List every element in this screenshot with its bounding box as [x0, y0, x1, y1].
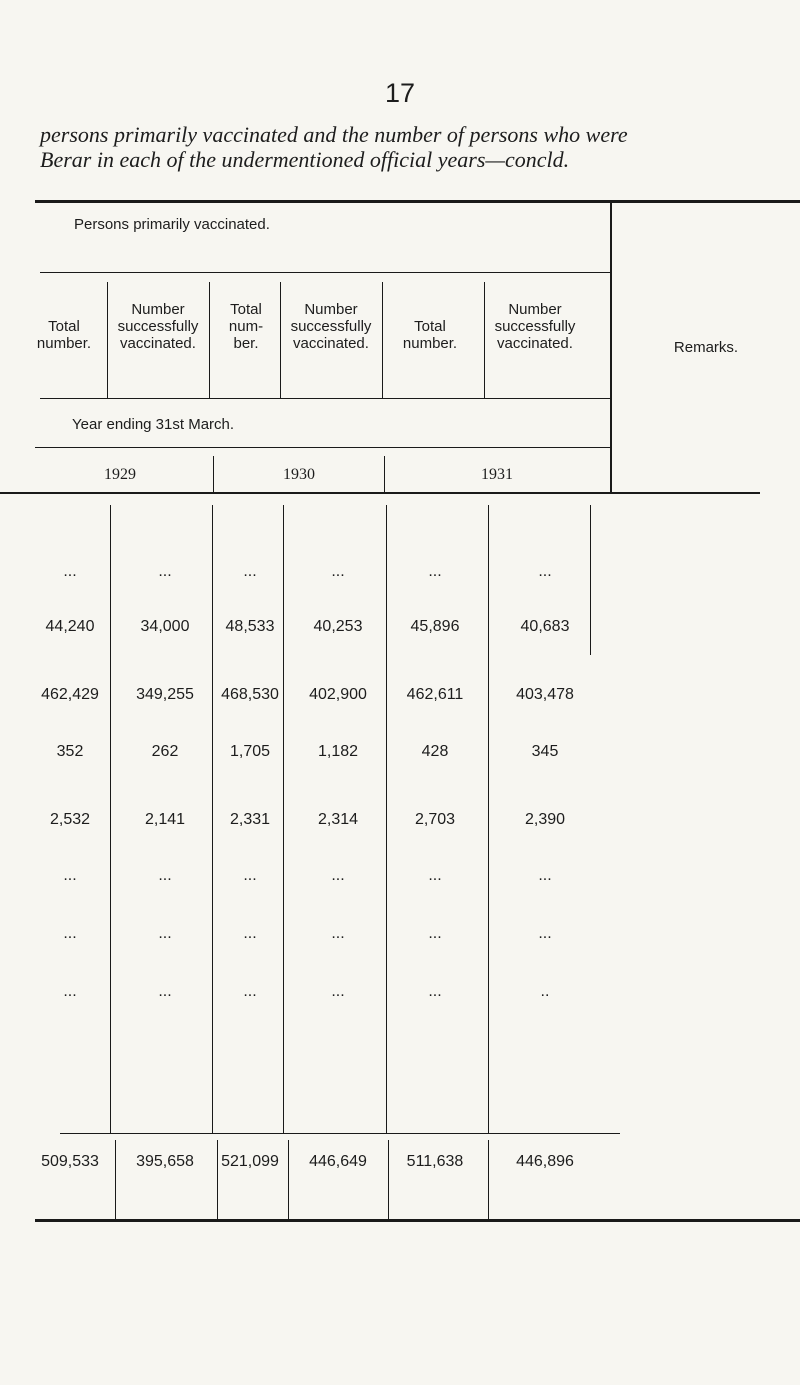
year-rule — [35, 447, 610, 448]
totals-divider-4 — [388, 1140, 389, 1220]
table-cell: ... — [428, 983, 442, 1000]
table-cell: 45,896 — [410, 618, 460, 635]
top-rule — [35, 200, 800, 203]
table-cell: ... — [331, 867, 345, 884]
table-cell: 428 — [421, 743, 449, 760]
year-1930: 1930 — [283, 466, 315, 483]
year-divider-2 — [384, 456, 385, 492]
body-divider-5 — [488, 505, 489, 1133]
table-cell: 2,703 — [414, 811, 456, 828]
table-cell: ... — [158, 983, 172, 1000]
totals-rule — [60, 1133, 620, 1134]
table-cell: ... — [243, 925, 257, 942]
table-cell: ... — [538, 925, 552, 942]
col-header-2: Number successfully vaccinated. — [117, 301, 199, 352]
table-cell: 1,705 — [229, 743, 271, 760]
total-cell: 521,099 — [221, 1153, 279, 1170]
table-cell: 2,532 — [49, 811, 91, 828]
col-divider-2 — [209, 282, 210, 398]
column-head-rule — [40, 398, 610, 399]
table-cell: .. — [540, 983, 550, 1000]
table-cell: 262 — [151, 743, 179, 760]
table-cell: ... — [63, 983, 77, 1000]
totals-divider-5 — [488, 1140, 489, 1220]
table-cell: 352 — [56, 743, 84, 760]
table-cell: 2,331 — [229, 811, 271, 828]
table-cell: ... — [331, 563, 345, 580]
col-divider-4 — [382, 282, 383, 398]
year-header: Year ending 31st March. — [72, 416, 235, 433]
table-cell: ... — [63, 867, 77, 884]
total-cell: 509,533 — [41, 1153, 99, 1170]
col-header-5: Total number. — [402, 318, 458, 352]
table-cell: 1,182 — [317, 743, 359, 760]
bottom-rule — [35, 1219, 800, 1222]
table-cell: 34,000 — [140, 618, 190, 635]
totals-divider-2 — [217, 1140, 218, 1220]
table-cell: 462,611 — [406, 686, 464, 703]
table-cell: ... — [538, 867, 552, 884]
table-cell: ... — [243, 867, 257, 884]
table-cell: 345 — [531, 743, 559, 760]
page-number: 17 — [384, 78, 416, 108]
total-cell: 511,638 — [406, 1153, 464, 1170]
col-header-6: Number successfully vaccinated. — [494, 301, 576, 352]
table-cell: 462,429 — [41, 686, 99, 703]
table-cell: ... — [158, 925, 172, 942]
year-1929: 1929 — [104, 466, 136, 483]
group-rule — [40, 272, 610, 273]
totals-divider-3 — [288, 1140, 289, 1220]
title-line-2: Berar in each of the undermentioned official years—concld. — [40, 147, 570, 172]
table-cell: ... — [158, 867, 172, 884]
table-cell: 2,390 — [524, 811, 566, 828]
table-cell: ... — [331, 983, 345, 1000]
year-1931: 1931 — [481, 466, 513, 483]
table-cell: ... — [428, 925, 442, 942]
table-cell: ... — [63, 563, 77, 580]
total-cell: 446,896 — [516, 1153, 574, 1170]
table-cell: 2,314 — [317, 811, 359, 828]
total-cell: 446,649 — [309, 1153, 367, 1170]
table-cell: ... — [63, 925, 77, 942]
table-cell: ... — [428, 563, 442, 580]
table-cell: 48,533 — [225, 618, 275, 635]
table-cell: ... — [428, 867, 442, 884]
total-cell: 395,658 — [136, 1153, 194, 1170]
table-cell: ... — [331, 925, 345, 942]
table-cell: ... — [243, 563, 257, 580]
totals-divider-1 — [115, 1140, 116, 1220]
table-cell: ... — [538, 563, 552, 580]
table-cell: ... — [243, 983, 257, 1000]
table-cell: 403,478 — [516, 686, 574, 703]
header-bottom-rule — [0, 492, 760, 494]
table-cell: 40,253 — [313, 618, 363, 635]
group-header: Persons primarily vaccinated. — [74, 216, 270, 233]
col-header-3: Total num- ber. — [228, 301, 264, 352]
table-cell: ... — [158, 563, 172, 580]
table-cell: 468,530 — [221, 686, 279, 703]
table-cell: 2,141 — [144, 811, 186, 828]
remarks-header: Remarks. — [673, 339, 739, 356]
table-cell: 44,240 — [45, 618, 95, 635]
col-header-4: Number successfully vaccinated. — [290, 301, 372, 352]
title-line-1: persons primarily vaccinated and the number of persons who were — [40, 122, 628, 147]
table-cell: 40,683 — [520, 618, 570, 635]
table-cell: 349,255 — [136, 686, 194, 703]
table-cell: 402,900 — [309, 686, 367, 703]
col-header-1: Total number. — [36, 318, 92, 352]
